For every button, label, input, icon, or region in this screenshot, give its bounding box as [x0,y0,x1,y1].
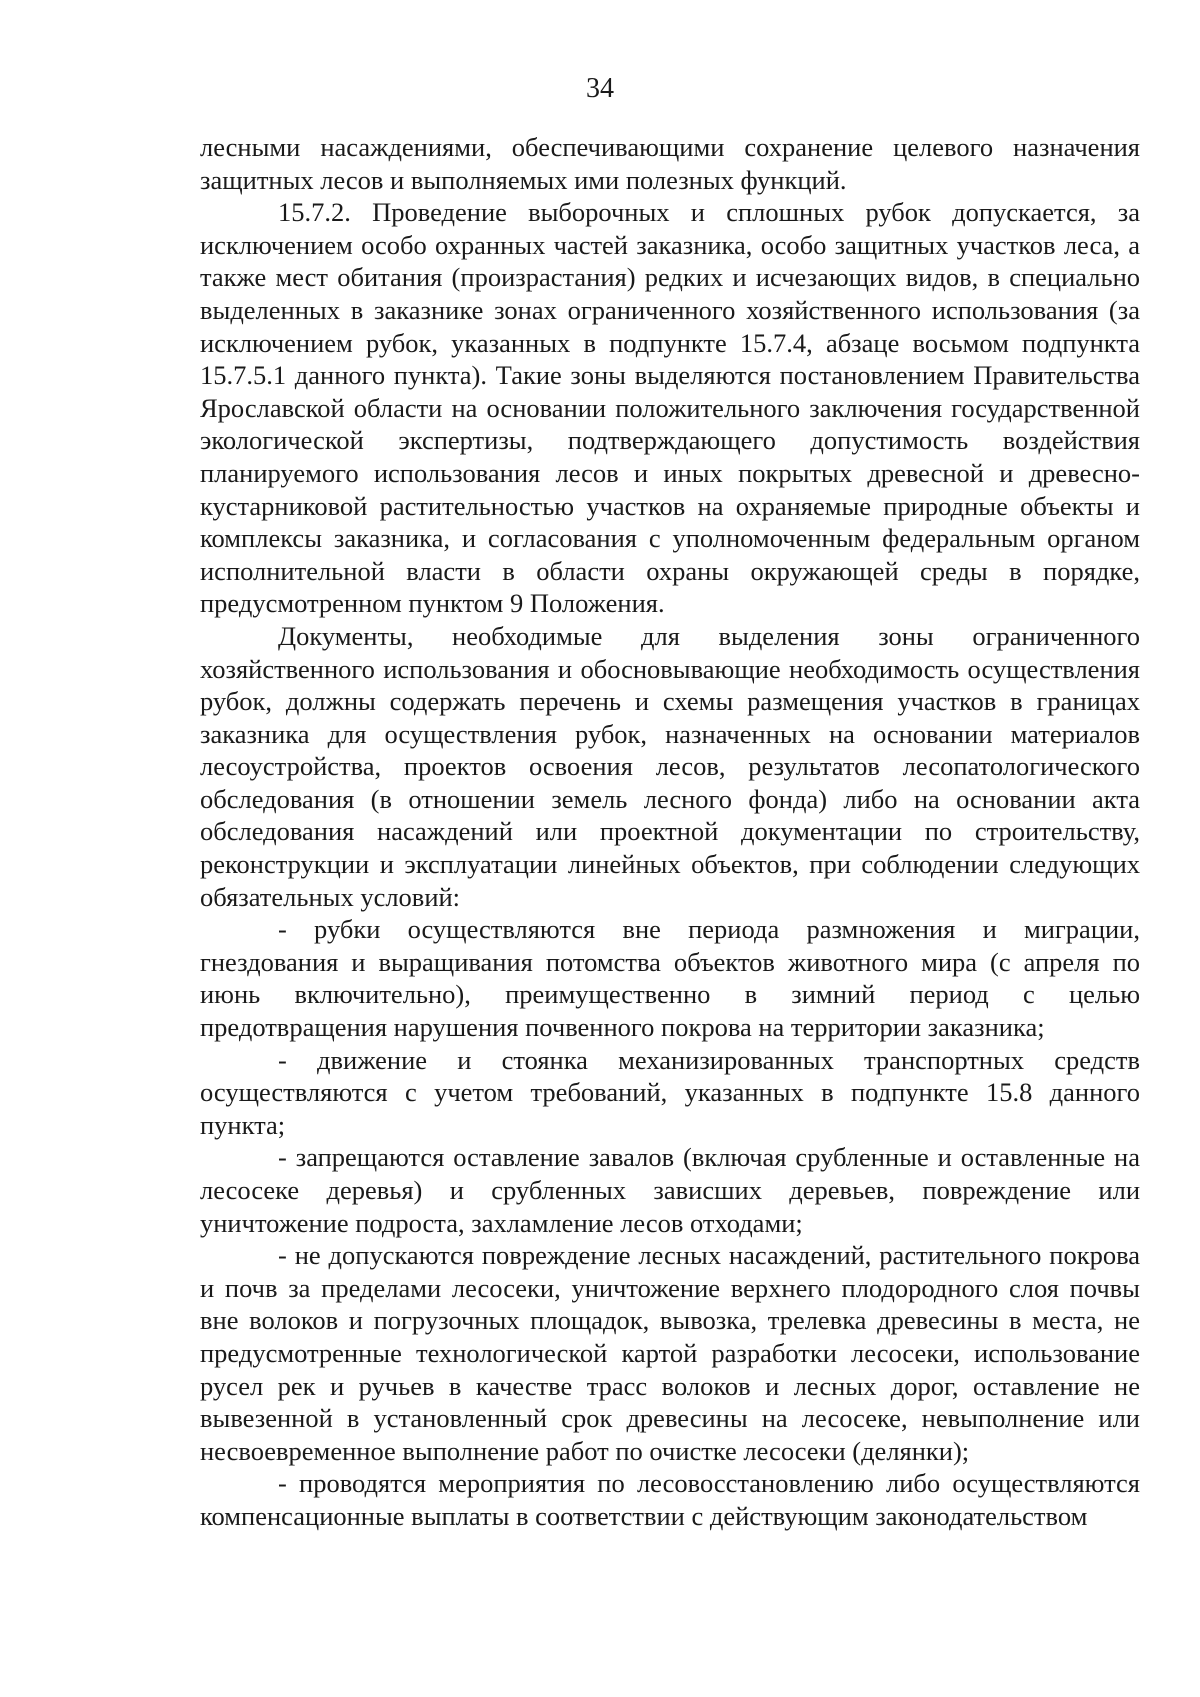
paragraph-15-7-2: 15.7.2. Проведение выборочных и сплошных рубок допускается, за исключением особо охранных частей заказника, особо защитных участков леса, а также мест обитания (произрастания) редких и исчезающих видов, в специально выделенных в заказнике зонах ограниченного хозяйственного использования (за исключением рубок, указанных в подпункте 15.7.4, абзаце восьмом подпункта 15.7.5.1 данного пункта). Такие зоны выделяются постановлением Правительства Ярославской области на основании положительного заключения государственной экологической экспертизы, подтверждающего допустимость воздействия планируемого использования лесов и иных покрытых древесной и древесно-кустарниковой растительностью участков на охраняемые природные объекты и комплексы заказника, и согласования с уполномоченным федеральным органом исполнительной власти в области охраны окружающей среды в порядке, предусмотренном пунктом 9 Положения. [200,197,1140,619]
document-body [200,131,1140,1533]
list-item-condition-2: - движение и стоянка механизированных транспортных средств осуществляются с учетом требований, указанных в подпункте 15.8 данного пункта; [200,1044,1140,1140]
page-number: 34 [586,73,614,104]
list-item-condition-1: - рубки осуществляются вне периода размножения и миграции, гнездования и выращивания потомства объектов животного мира (с апреля по июнь включительно), преимущественно в зимний период с целью предотвращения нарушения почвенного покрова на территории заказника; [200,914,1140,1043]
list-item-condition-3: - запрещаются оставление завалов (включая срубленные и оставленные на лесосеке деревья) и срубленных зависших деревьев, повреждение или уничтожение подроста, захламление лесов отходами; [200,1142,1140,1238]
paragraph-documents: Документы, необходимые для выделения зоны ограниченного хозяйственного использования и обосновывающие необходимость осуществления рубок, должны содержать перечень и схемы размещения участков в границах заказника для осуществления рубок, назначенных на основании материалов лесоустройства, проектов освоения лесов, результатов лесопатологического обследования (в отношении земель лесного фонда) либо на основании акта обследования насаждений или проектной документации по строительству, реконструкции и эксплуатации линейных объектов, при соблюдении следующих обязательных условий: [200,620,1140,912]
list-item-condition-4: - не допускаются повреждение лесных насаждений, растительного покрова и почв за пределами лесосеки, уничтожение верхнего плодородного слоя почвы вне волоков и погрузочных площадок, вывозка, трелевка древесины в места, не предусмотренные технологической картой разработки лесосеки, использование русел рек и ручьев в качестве трасс волоков и лесных дорог, оставление не вывезенной в установленный срок древесины на лесосеке, невыполнение или несвоевременное выполнение работ по очистке лесосеки (делянки); [200,1240,1140,1466]
list-item-condition-5: - проводятся мероприятия по лесовосстановлению либо осуществляются компенсационные выплаты в соответствии с действующим законодательством [200,1468,1140,1531]
paragraph-continuation: лесными насаждениями, обеспечивающими сохранение целевого назначения защитных лесов и выполняемых ими полезных функций. [200,132,1140,195]
